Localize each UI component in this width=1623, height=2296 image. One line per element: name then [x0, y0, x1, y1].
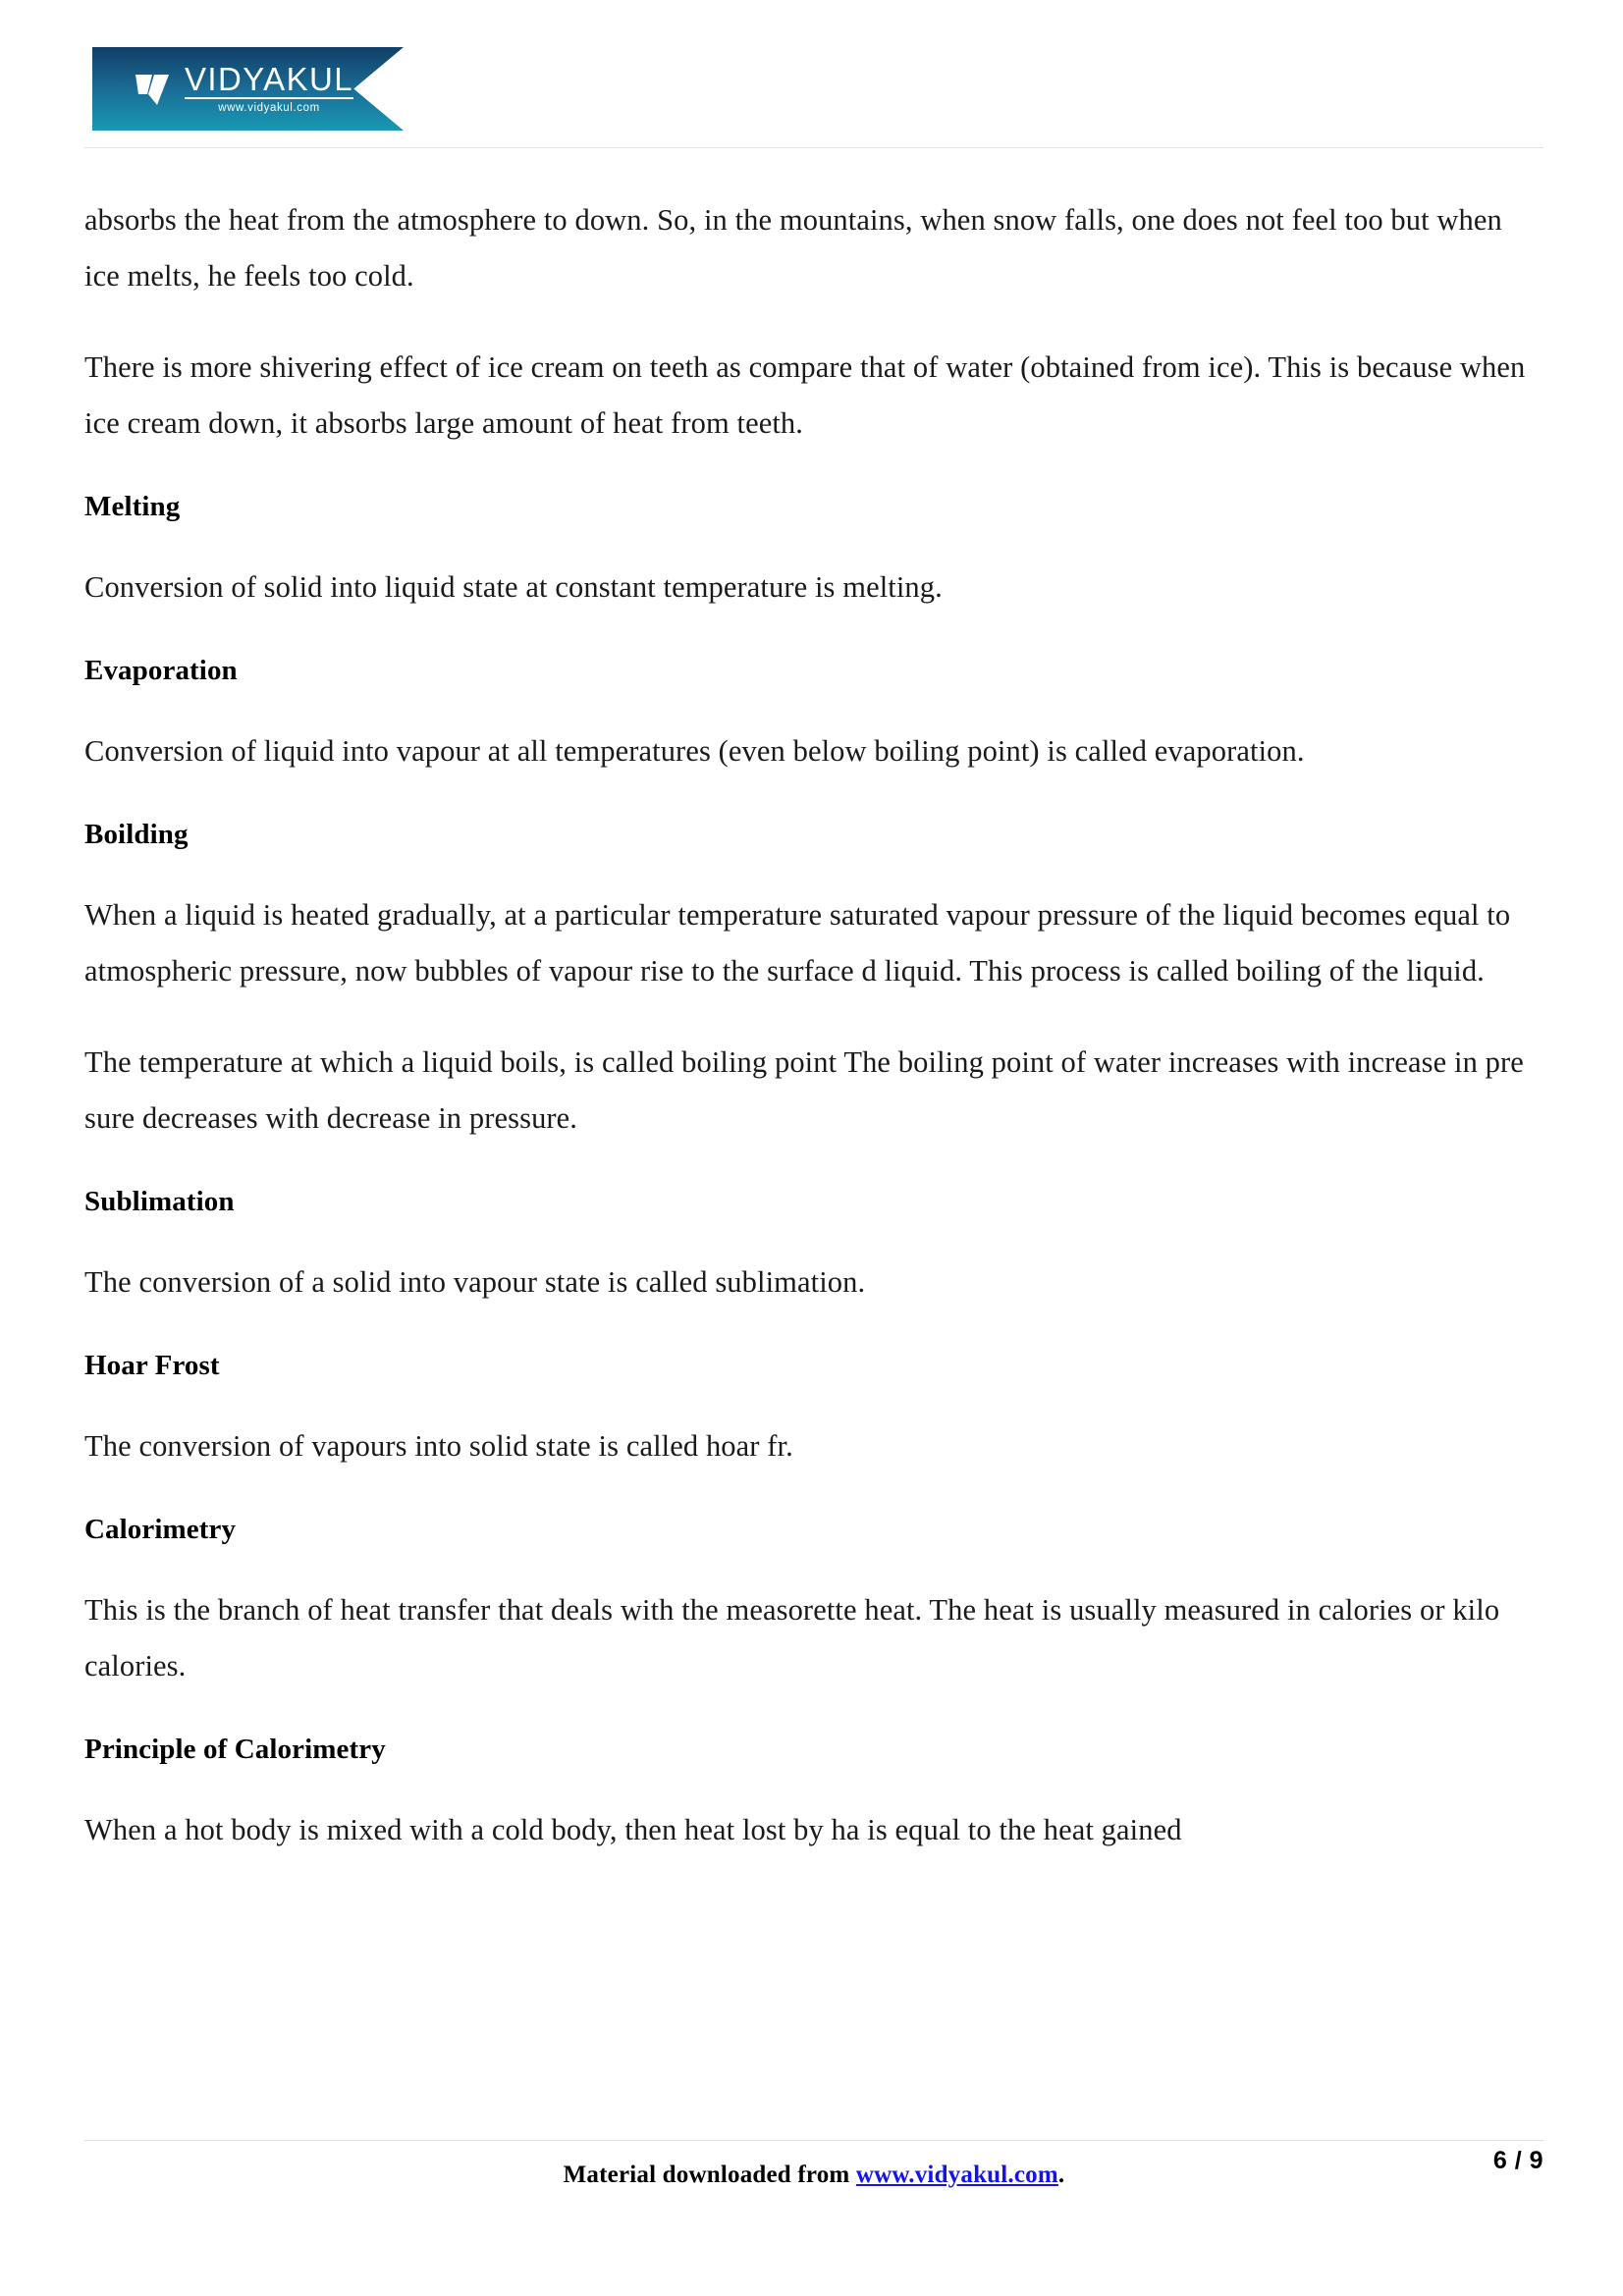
- paragraph: The temperature at which a liquid boils, is called boiling point The boiling point of water increases with increase in pre sure decreases with decrease in pressure.: [84, 1045, 1524, 1135]
- paragraph: When a liquid is heated gradually, at a particular temperature saturated vapour pressure of the liquid becomes equal to atmospheric pressure, now bubbles of vapour rise to the surface d liquid. This process is called boiling of the liquid.: [84, 898, 1511, 988]
- paragraph: The conversion of a solid into vapour state is called sublimation.: [84, 1265, 866, 1299]
- page-header: [0, 0, 1623, 149]
- logo-text-block: [185, 63, 353, 115]
- section-heading-hoar-frost: Hoar Frost: [84, 1350, 220, 1381]
- paragraph: Conversion of liquid into vapour at all temperatures (even below boiling point) is called evaporation.: [84, 734, 1305, 768]
- section-heading-evaporation: Evaporation: [84, 655, 238, 686]
- vidyakul-checkmark-icon: [135, 73, 181, 106]
- paragraph: The conversion of vapours into solid state is called hoar fr.: [84, 1429, 793, 1463]
- page-footer: [84, 2140, 1543, 2210]
- section-heading-sublimation: Sublimation: [84, 1186, 235, 1217]
- paragraph: When a hot body is mixed with a cold body, then heat lost by ha is equal to the heat gained: [84, 1813, 1182, 1846]
- paragraph: There is more shivering effect of ice cream on teeth as compare that of water (obtained from ice). This is because when ice cream down, it absorbs large amount of heat from teeth.: [84, 350, 1526, 440]
- page-number-indicator: 6 / 9: [1492, 2147, 1543, 2174]
- section-heading-calorimetry: Calorimetry: [84, 1514, 237, 1545]
- paragraph: absorbs the heat from the atmosphere to down. So, in the mountains, when snow falls, one does not feel too but when ice melts, he feels too cold.: [84, 203, 1502, 293]
- section-heading-boilding: Boilding: [84, 819, 189, 850]
- footer-prefix-text: Material downloaded from: [563, 2162, 856, 2188]
- header-divider: [84, 147, 1543, 148]
- paragraph: Conversion of solid into liquid state at constant temperature is melting.: [84, 570, 943, 604]
- footer-row: [84, 2141, 1543, 2210]
- paragraph: This is the branch of heat transfer that deals with the measorette heat. The heat is usually measured in calories or kilo calories.: [84, 1593, 1500, 1682]
- footer-suffix-text: .: [1057, 2162, 1065, 2188]
- vidyakul-website-link[interactable]: www.vidyakul.com: [855, 2162, 1058, 2188]
- vidyakul-logo: [92, 47, 404, 131]
- section-heading-principle-of-calorimetry: Principle of Calorimetry: [84, 1734, 386, 1765]
- logo-brand-name: VIDYAKUL: [185, 61, 353, 98]
- footer-attribution: [564, 2162, 1065, 2189]
- document-content: [84, 192, 1543, 1894]
- logo-website-url: www.vidyakul.com: [218, 102, 320, 115]
- section-heading-melting: Melting: [84, 491, 181, 522]
- logo-content: [92, 47, 404, 131]
